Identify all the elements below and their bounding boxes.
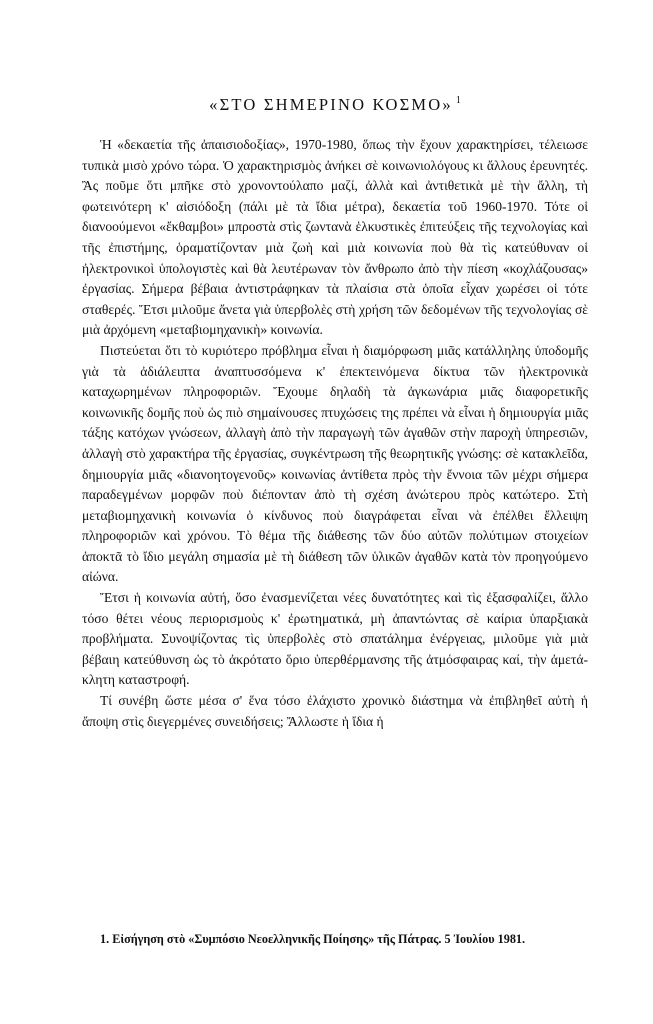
paragraph-2: Πιστεύεται ὅτι τὸ κυριότερο πρόβλημα εἶναι ἡ διαμόρφωση μιᾶς κατάλληλης ὑποδομῆς γιὰ τὰ ἀδιάλειπτα ἀναπτυσσόμενα κ' ἐπεκτεινόμενα δίκτυα τῶν ἠλεκτρονικὰ καταχωρημένων πληροφοριῶν. Ἔχουμε δηλαδὴ τὰ ἀγκωνάρια μιᾶς διαφορετικῆς κοινωνικῆς δομῆς ποὺ ὡς πιὸ σημαίνουσες πτυχώσεις της πρέπει νὰ εἶναι ἡ δημιουργία μιᾶς τάξης κατόχων γνώσεων, ἀλλαγὴ ἀπὸ τὴν παραγωγὴ τῶν ἀγαθῶν στὴν παροχὴ ὑπηρεσιῶν, ἀλλαγὴ στὸ χαρακτήρα τῆς ἐργασίας, συγκέντρωση τῆς θεωρητικῆς γνώσης: σὲ κατακλεῖδα, δημιουργία μιᾶς «διανοητογενοῦς» κοινωνίας ἀντίθετα πρὸς τὴν ἔννοια τῶν μέχρι σήμερα παραδεγμένων μορφῶν ποὺ διέπονταν ἀπὸ τὴ σχέση ἀνώτερου πρὸς κατώτερο. Στὴ μεταβιομηχανικὴ κοινωνία ὁ κίνδυνος ποὺ διαγράφεται εἶναι νὰ ἐπέλθει ἔλλειψη πληροφοριῶν καὶ χρόνου. Τὸ θέμα τῆς διάθεσης τῶν δύο αὐτῶν πολύτιμων στοιχείων ἀποκτᾶ τὸ ἴδιο μεγάλη σημασία μὲ τὴ διάθεση τῶν ὑλικῶν ἀγαθῶν κατὰ τὸν προηγούμενο αἰώνα. <box>82 342 588 585</box>
footnote: 1. Εἰσήγηση στὸ «Συμπόσιο Νεοελληνικῆς Ποίησης» τῆς Πάτρας. 5 Ἰουλίου 1981. <box>100 932 526 946</box>
book-page <box>82 0 588 1024</box>
footnote-marker: 1 <box>455 94 461 106</box>
body-text <box>82 135 588 732</box>
paragraph-4: Τί συνέβη ὥστε μέσα σ' ἕνα τόσο ἐλάχιστο χρονικὸ διάστημα νὰ ἐπιβληθεῖ αὐτὴ ἡ ἄποψη στὶς διεγερμένες συνειδήσεις; Ἄλλωστε ἡ ἴδια ἡ <box>82 693 588 729</box>
chapter-title <box>82 95 588 115</box>
paragraph-3: Ἔτσι ἡ κοινωνία αὐτή, ὅσο ἐνασμενίζεται νέες δυνατότητες καὶ τὶς ἐξασφαλίζει, ἄλλο τόσο θέτει νέους περιορισμοὺς κ' ἐρωτηματικά, μὴ ἀπαντώντας σὲ καίρια ὑπαρξιακὰ προβλήματα. Συνοψίζοντας τὶς ὑπερβολὲς στὸ σπατάλημα ἐνέργειας, μιλοῦμε γιὰ μιὰ βέβαιη κατεύθυνση ὡς τὸ ἀκρότατο ὅριο ὑπερθέρμανσης τῆς ἀτμόσφαιρας καί, τὴν ἀμετάκλητη καταστροφή. <box>82 590 588 688</box>
chapter-title-text: «ΣΤΟ ΣΗΜΕΡΙΝΟ ΚΟΣΜΟ» <box>209 95 453 114</box>
paragraph-1: Ἡ «δεκαετία τῆς ἀπαισιοδοξίας», 1970-1980, ὅπως τὴν ἔχουν χαρακτηρίσει, τέλειωσε τυπικὰ μισὸ χρόνο τώρα. Ὁ χαρακτηρισμὸς ἀνήκει σὲ κοινωνιολόγους κι ἄλλους ἐρευνητές. Ἂς ποῦμε ὅτι μπῆκε στὸ χρονοντούλαπο μαζί, ἀλλὰ καὶ ἀντιθετικὰ μὲ τὴν ἄλλη, τὴ φωτεινότερη κ' αἰσιόδοξη (πάλι μὲ τὰ ἴδια μέτρα), δεκαετία τοῦ 1960-1970. Τότε οἱ διανοούμενοι «ἔκθαμβοι» μπροστὰ στὶς ζωντανὰ ἑλκυστικὲς ἐπιτεύξεις τῆς τεχνολογίας καὶ τῆς ἐπιστήμης, ὁραματίζονταν μιὰ ζωὴ καὶ μιὰ κοινωνία ποὺ θὰ τὶς κατεύθυναν οἱ ἠλεκτρονικοὶ ὑπολογιστὲς καὶ θὰ λευτέρωναν τὸν ἄνθρωπο ἀπὸ τὴν πίεση «κοχλάζουσας» ἐργασίας. Σήμερα βέβαια ἀντιστράφηκαν τὰ πλαίσια στὰ ὁποῖα εἶχαν χωρέσει οἱ τότε σταθερές. Ἔτσι μιλοῦμε ἄνετα γιὰ ὑπερβολὲς στὴ χρήση τῶν δεδομένων τῆς τεχνολογίας σὲ μιὰ ἀρχόμενη «μεταβιομηχανικὴ» κοινωνία. <box>82 137 588 338</box>
